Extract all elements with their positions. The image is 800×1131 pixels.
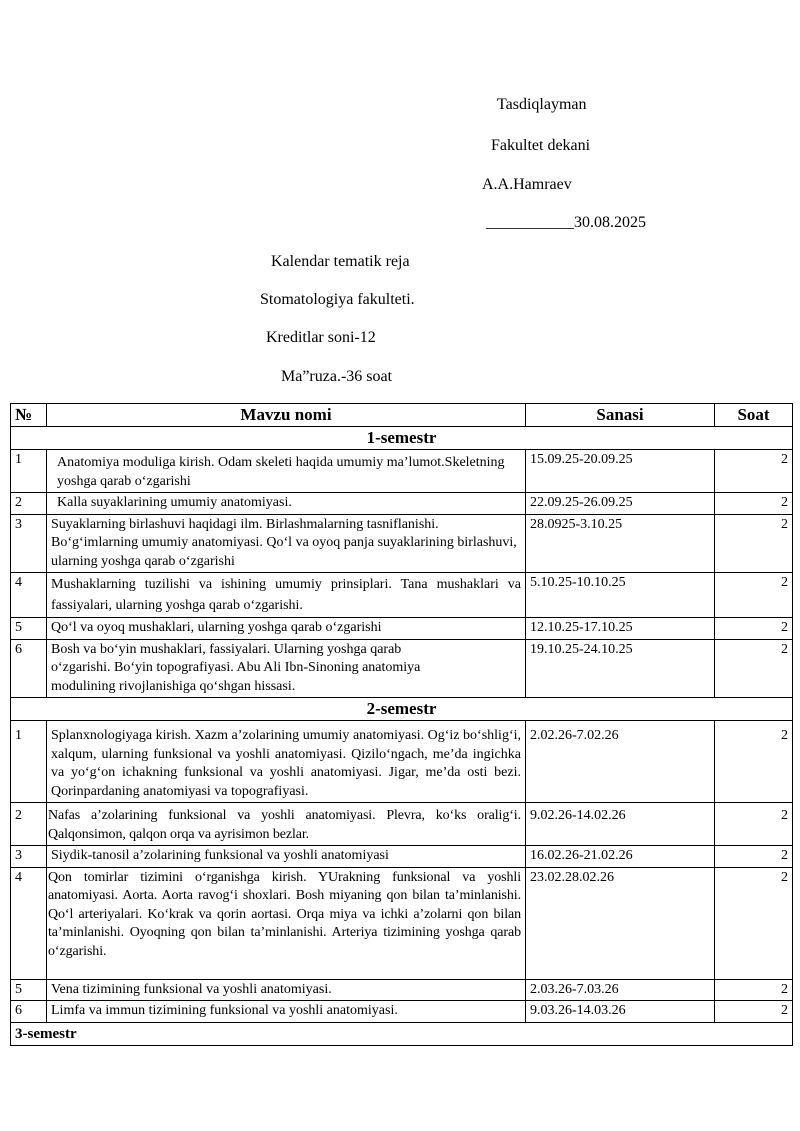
lecture-hours: Ma”ruza.-36 soat bbox=[281, 368, 393, 385]
row-hours: 2 bbox=[715, 979, 793, 1001]
row-hours: 2 bbox=[715, 1001, 793, 1023]
table-row bbox=[11, 846, 793, 868]
row-number: 5 bbox=[11, 618, 47, 640]
row-hours: 2 bbox=[715, 618, 793, 640]
row-number: 3 bbox=[11, 514, 47, 573]
header-number: № bbox=[11, 404, 47, 427]
semester-label: 3-semestr bbox=[11, 1022, 793, 1045]
table-row bbox=[11, 450, 793, 493]
row-number: 4 bbox=[11, 573, 47, 618]
row-topic: Splanxnologiyaga kirish. Xazm a’zolarining umumiy anatomiyasi. Og‘iz bo‘shlig‘i, xalqum, ularning funksional va yoshli anatomiyasi. Qizilo‘ngach, me’da ingichka va yo‘g‘on ichakning funksional va yoshli anatomiyasi. Jigar, me’da osti bezi. Qorinpardaning anatomiyasi va topografiyasi. bbox=[47, 721, 526, 803]
table-row bbox=[11, 803, 793, 846]
thematic-plan-table bbox=[10, 403, 793, 1046]
row-number: 4 bbox=[11, 867, 47, 979]
row-date: 2.02.26-7.02.26 bbox=[526, 721, 715, 803]
row-hours: 2 bbox=[715, 450, 793, 493]
row-number: 1 bbox=[11, 450, 47, 493]
approval-title: Tasdiqlayman bbox=[497, 96, 587, 113]
row-topic: Bosh va bo‘yin mushaklari, fassiyalari. Ularning yoshga qarab o‘zgarishi. Bo‘yin topografiyasi. Abu Ali Ibn-Sinoning anatomiya modulining rivojlanishiga qo‘shgan hissasi. bbox=[47, 639, 526, 698]
row-hours: 2 bbox=[715, 721, 793, 803]
approval-date: ___________30.08.2025 bbox=[486, 214, 646, 231]
row-number: 2 bbox=[11, 493, 47, 515]
row-date: 15.09.25-20.09.25 bbox=[526, 450, 715, 493]
table-row bbox=[11, 979, 793, 1001]
row-number: 5 bbox=[11, 979, 47, 1001]
row-topic: Suyaklarning birlashuvi haqidagi ilm. Birlashmalarning tasniflanishi. Bo‘g‘imlarning umumiy anatomiyasi. Qo‘l va oyoq panja suyaklarining birlashuvi, ularning yoshga qarab o‘zgarishi bbox=[47, 514, 526, 573]
semester-row bbox=[11, 698, 793, 721]
row-date: 23.02.28.02.26 bbox=[526, 867, 715, 979]
row-number: 1 bbox=[11, 721, 47, 803]
row-date: 2.03.26-7.03.26 bbox=[526, 979, 715, 1001]
row-hours: 2 bbox=[715, 514, 793, 573]
dean-name: A.A.Hamraev bbox=[482, 176, 572, 193]
table-row bbox=[11, 514, 793, 573]
row-topic: Anatomiya moduliga kirish. Odam skeleti haqida umumiy ma’lumot.Skeletning yoshga qarab o‘zgarishi bbox=[47, 450, 526, 493]
semester-row bbox=[11, 427, 793, 450]
row-date: 16.02.26-21.02.26 bbox=[526, 846, 715, 868]
semester-label: 2-semestr bbox=[11, 698, 793, 721]
header-date: Sanasi bbox=[526, 404, 715, 427]
row-topic: Nafas a’zolarining funksional va yoshli anatomiyasi. Plevra, ko‘ks oralig‘i. Qalqonsimon, qalqon orqa va ayrisimon bezlar. bbox=[47, 803, 526, 846]
table-header-row bbox=[11, 404, 793, 427]
row-number: 6 bbox=[11, 639, 47, 698]
plan-title: Kalendar tematik reja bbox=[271, 253, 410, 270]
header-hours: Soat bbox=[715, 404, 793, 427]
row-hours: 2 bbox=[715, 846, 793, 868]
credits-count: Kreditlar soni-12 bbox=[266, 329, 376, 346]
table-row bbox=[11, 867, 793, 979]
row-date: 19.10.25-24.10.25 bbox=[526, 639, 715, 698]
row-topic: Vena tizimining funksional va yoshli anatomiyasi. bbox=[47, 979, 526, 1001]
row-topic: Limfa va immun tizimining funksional va yoshli anatomiyasi. bbox=[47, 1001, 526, 1023]
row-number: 6 bbox=[11, 1001, 47, 1023]
dean-position: Fakultet dekani bbox=[491, 137, 591, 154]
row-date: 9.03.26-14.03.26 bbox=[526, 1001, 715, 1023]
row-topic: Mushaklarning tuzilishi va ishining umumiy prinsiplari. Tana mushaklari va fassiyalari, ularning yoshga qarab o‘zgarishi. bbox=[47, 573, 526, 618]
row-number: 3 bbox=[11, 846, 47, 868]
row-number: 2 bbox=[11, 803, 47, 846]
header-topic: Mavzu nomi bbox=[47, 404, 526, 427]
row-topic: Qo‘l va oyoq mushaklari, ularning yoshga qarab o‘zgarishi bbox=[47, 618, 526, 640]
row-hours: 2 bbox=[715, 803, 793, 846]
row-date: 28.0925-3.10.25 bbox=[526, 514, 715, 573]
row-hours: 2 bbox=[715, 867, 793, 979]
table-row bbox=[11, 1001, 793, 1023]
row-topic: Qon tomirlar tizimini o‘rganishga kirish. YUrakning funksional va yoshli anatomiyasi. Aorta. Aorta ravog‘i shoxlari. Bosh miyaning qon bilan ta’minlanishi. Qo‘l arteriyalari. Ko‘krak va qorin aortasi. Orqa miya va ichki a’zolarni qon bilan ta’minlanishi. Oyoqning qon bilan ta’minlanishi. Arteriya tizimining yoshga qarab o‘zgarishi. bbox=[47, 867, 526, 979]
table-row bbox=[11, 721, 793, 803]
table-row bbox=[11, 639, 793, 698]
semester-label: 1-semestr bbox=[11, 427, 793, 450]
faculty-name: Stomatologiya fakulteti. bbox=[260, 291, 415, 308]
table-row bbox=[11, 493, 793, 515]
row-date: 22.09.25-26.09.25 bbox=[526, 493, 715, 515]
row-date: 9.02.26-14.02.26 bbox=[526, 803, 715, 846]
row-hours: 2 bbox=[715, 493, 793, 515]
row-topic: Siydik-tanosil a’zolarining funksional va yoshli anatomiyasi bbox=[47, 846, 526, 868]
row-hours: 2 bbox=[715, 639, 793, 698]
table-row bbox=[11, 618, 793, 640]
semester-row bbox=[11, 1022, 793, 1045]
row-date: 12.10.25-17.10.25 bbox=[526, 618, 715, 640]
row-hours: 2 bbox=[715, 573, 793, 618]
row-date: 5.10.25-10.10.25 bbox=[526, 573, 715, 618]
table-row bbox=[11, 573, 793, 618]
row-topic: Kalla suyaklarining umumiy anatomiyasi. bbox=[47, 493, 526, 515]
